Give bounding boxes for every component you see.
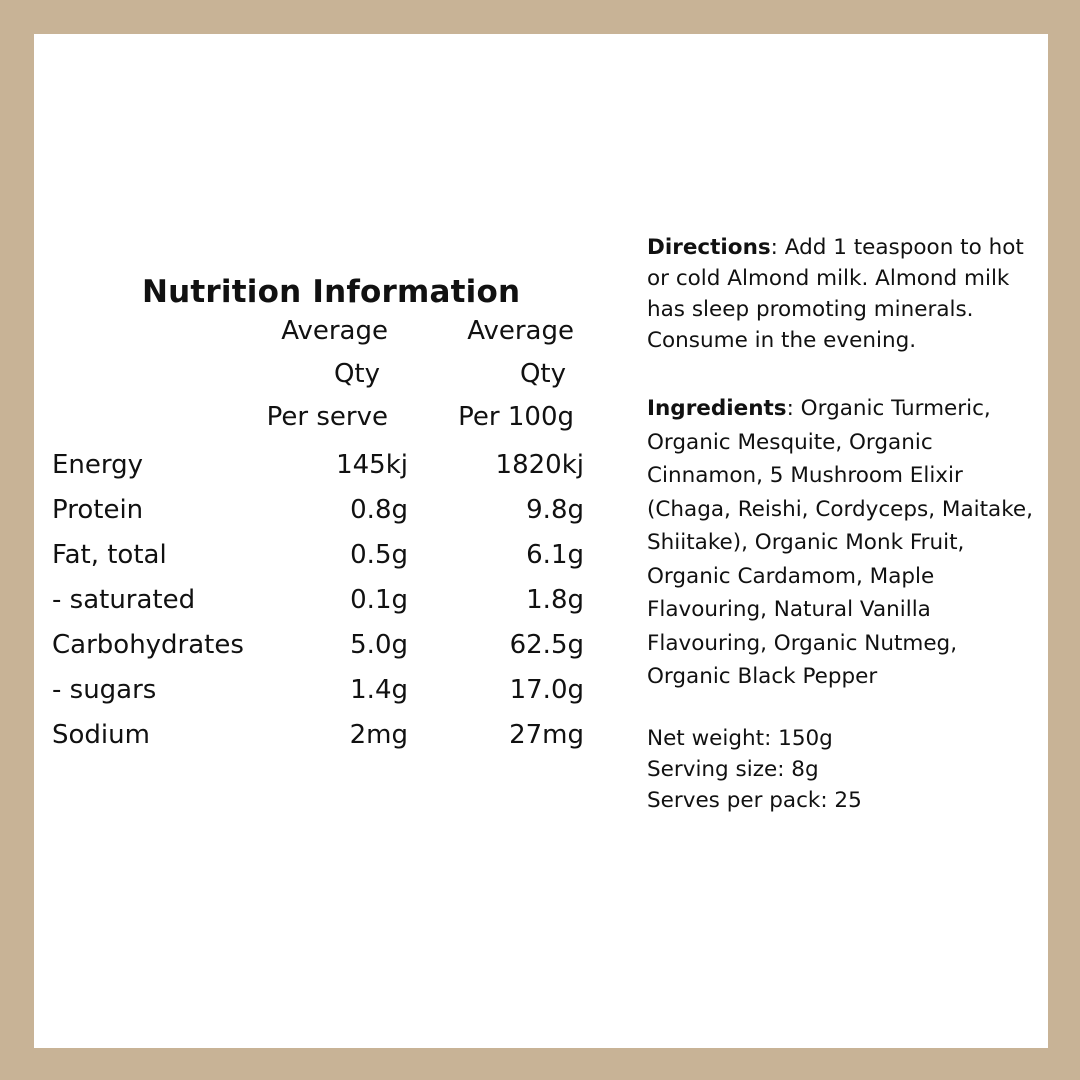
pack-details (647, 723, 1037, 816)
serves-per-pack: Serves per pack: 25 (647, 787, 862, 813)
nutrition-row-protein (52, 495, 592, 540)
per-serve-header (267, 310, 388, 439)
per-serve-value: 0.8g (350, 495, 408, 525)
net-weight: Net weight: 150g (647, 725, 833, 751)
nutrient-label: Fat, total (52, 540, 167, 570)
nutrient-label: Sodium (52, 720, 150, 750)
per-100g-header-line1: Average (467, 316, 574, 346)
label-panel (34, 34, 1048, 1048)
nutrient-label: Protein (52, 495, 144, 525)
nutrition-row-saturated (52, 585, 592, 630)
per-serve-value: 145kj (336, 450, 408, 480)
nutrient-label: - sugars (52, 675, 157, 705)
nutrition-table (52, 450, 592, 765)
nutrition-title: Nutrition Information (142, 274, 521, 310)
per-100g-value: 17.0g (509, 675, 584, 705)
nutrient-label: Energy (52, 450, 144, 480)
per-serve-value: 0.1g (350, 585, 408, 615)
ingredients-label: Ingredients (647, 396, 787, 421)
nutrient-label: - saturated (52, 585, 196, 615)
per-serve-header-line1: Average (281, 316, 388, 346)
serving-size: Serving size: 8g (647, 756, 819, 782)
per-serve-header-line3: Per serve (266, 402, 388, 432)
nutrition-row-carbohydrates (52, 630, 592, 675)
nutrient-label: Carbohydrates (52, 630, 244, 660)
per-100g-value: 1.8g (526, 585, 584, 615)
nutrition-row-sugars (52, 675, 592, 720)
per-serve-value: 1.4g (350, 675, 408, 705)
per-100g-value: 6.1g (526, 540, 584, 570)
per-100g-header-line2: Qty (519, 359, 566, 389)
nutrition-row-energy (52, 450, 592, 495)
directions-label: Directions (647, 235, 771, 260)
per-serve-value: 0.5g (350, 540, 408, 570)
per-100g-header-line3: Per 100g (458, 402, 574, 432)
per-100g-value: 62.5g (509, 630, 584, 660)
ingredients-text: : Organic Turmeric, Organic Mesquite, Organic Cinnamon, 5 Mushroom Elixir (Chaga, Reishi, Cordyceps, Maitake, Shiitake), Organic Monk Fruit, Organic Cardamom, Maple Flavouring, Natural Vanilla Flavouring, Organic Nutmeg, Organic Black Pepper (647, 396, 1033, 689)
ingredients-paragraph (647, 392, 1037, 694)
product-info (647, 232, 1037, 816)
per-100g-header (458, 310, 574, 439)
per-100g-value: 9.8g (526, 495, 584, 525)
nutrition-row-sodium (52, 720, 592, 765)
directions-paragraph (647, 232, 1037, 356)
directions-text: : Add 1 teaspoon to hot or cold Almond milk. Almond milk has sleep promoting minerals. Consume in the evening. (647, 235, 1024, 353)
per-100g-value: 27mg (509, 720, 584, 750)
nutrition-row-fat-total (52, 540, 592, 585)
per-serve-value: 5.0g (350, 630, 408, 660)
per-serve-value: 2mg (349, 720, 408, 750)
per-100g-value: 1820kj (495, 450, 584, 480)
per-serve-header-line2: Qty (333, 359, 380, 389)
